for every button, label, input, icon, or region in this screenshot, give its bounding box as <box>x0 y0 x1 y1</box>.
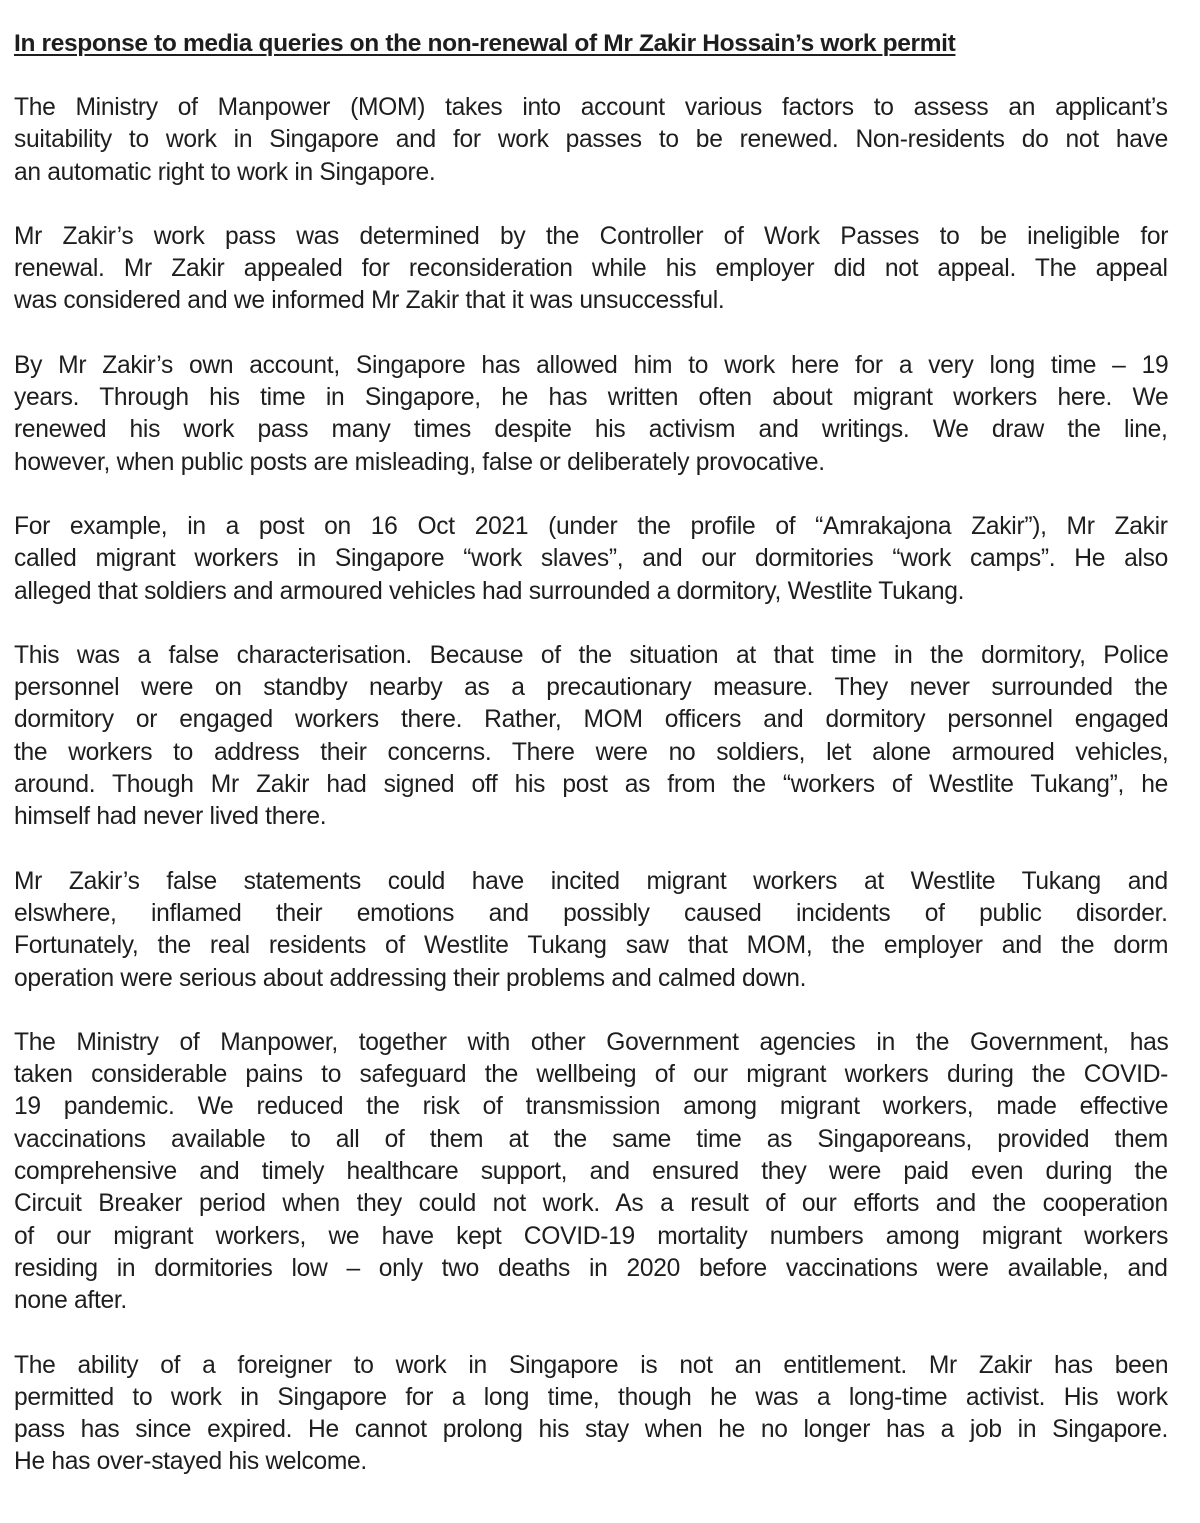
paragraph-line: vaccinations available to all of them at the same time as Singaporeans, provided them <box>14 1125 1168 1153</box>
paragraph-line: renewal. Mr Zakir appealed for reconsideration while his employer did not appeal. The appeal <box>14 255 1168 283</box>
paragraph-line: suitability to work in Singapore and for work passes to be renewed. Non-residents do not have <box>14 126 1169 154</box>
paragraph-line: pass has since expired. He cannot prolong his stay when he no longer has a job in Singapore. <box>14 1416 1169 1444</box>
statement-document <box>14 28 1168 1511</box>
paragraph-line: The ability of a foreigner to work in Singapore is not an entitlement. Mr Zakir has been <box>14 1351 1169 1379</box>
paragraph-line: himself had never lived there. <box>14 803 327 831</box>
paragraph-1 <box>14 92 1168 189</box>
paragraph-3 <box>14 350 1168 479</box>
paragraph-line: For example, in a post on 16 Oct 2021 (under the profile of “Amrakajona Zakir”), Mr Zakir <box>14 512 1168 540</box>
paragraph-line: operation were serious about addressing their problems and calmed down. <box>14 964 807 992</box>
paragraph-5 <box>14 640 1168 834</box>
paragraph-4 <box>14 511 1168 608</box>
paragraph-6 <box>14 866 1168 995</box>
paragraph-line: was considered and we informed Mr Zakir that it was unsuccessful. <box>14 287 725 315</box>
paragraph-line: residing in dormitories low – only two deaths in 2020 before vaccinations were available, and <box>14 1254 1168 1282</box>
paragraph-line: however, when public posts are misleading, false or deliberately provocative. <box>14 448 825 476</box>
paragraph-line: renewed his work pass many times despite his activism and writings. We draw the line, <box>14 416 1168 444</box>
paragraph-line: Fortunately, the real residents of Westlite Tukang saw that MOM, the employer and the dorm <box>14 932 1169 960</box>
paragraph-line: an automatic right to work in Singapore. <box>14 158 436 186</box>
paragraph-line: personnel were on standby nearby as a precautionary measure. They never surrounded the <box>14 674 1168 702</box>
paragraph-line: the workers to address their concerns. There were no soldiers, let alone armoured vehicles, <box>14 738 1169 766</box>
paragraph-line: Circuit Breaker period when they could not work. As a result of our efforts and the cooperation <box>14 1190 1168 1218</box>
paragraph-line: around. Though Mr Zakir had signed off his post as from the “workers of Westlite Tukang”, he <box>14 771 1168 799</box>
paragraph-line: Mr Zakir’s work pass was determined by the Controller of Work Passes to be ineligible for <box>14 222 1169 250</box>
paragraph-line: This was a false characterisation. Because of the situation at that time in the dormitory, Police <box>14 641 1169 669</box>
paragraph-line: taken considerable pains to safeguard the wellbeing of our migrant workers during the COVID- <box>14 1061 1169 1089</box>
document-title: In response to media queries on the non-renewal of Mr Zakir Hossain’s work permit <box>14 30 956 57</box>
paragraph-line: Mr Zakir’s false statements could have incited migrant workers at Westlite Tukang and <box>14 867 1168 895</box>
paragraph-line: alleged that soldiers and armoured vehicles had surrounded a dormitory, Westlite Tukang. <box>14 577 965 605</box>
paragraph-line: of our migrant workers, we have kept COVID-19 mortality numbers among migrant workers <box>14 1222 1169 1250</box>
paragraph-line: permitted to work in Singapore for a long time, though he was a long-time activist. His work <box>14 1383 1168 1411</box>
paragraph-line: 19 pandemic. We reduced the risk of transmission among migrant workers, made effective <box>14 1093 1169 1121</box>
paragraph-line: none after. <box>14 1287 127 1315</box>
paragraph-8 <box>14 1350 1168 1479</box>
paragraph-line: dormitory or engaged workers there. Rather, MOM officers and dormitory personnel engaged <box>14 706 1169 734</box>
paragraph-line: elswhere, inflamed their emotions and possibly caused incidents of public disorder. <box>14 899 1168 927</box>
paragraph-line: years. Through his time in Singapore, he has written often about migrant workers here. We <box>14 384 1169 412</box>
paragraph-line: called migrant workers in Singapore “work slaves”, and our dormitories “work camps”. He also <box>14 545 1169 573</box>
paragraph-2 <box>14 221 1168 318</box>
paragraph-line: He has over-stayed his welcome. <box>14 1448 367 1476</box>
paragraph-7 <box>14 1027 1168 1318</box>
paragraph-line: By Mr Zakir’s own account, Singapore has allowed him to work here for a very long time – 19 <box>14 351 1169 379</box>
document-body <box>14 92 1168 1479</box>
paragraph-line: comprehensive and timely healthcare support, and ensured they were paid even during the <box>14 1158 1168 1186</box>
paragraph-line: The Ministry of Manpower (MOM) takes into account various factors to assess an applicant’s <box>14 94 1168 121</box>
paragraph-line: The Ministry of Manpower, together with other Government agencies in the Government, has <box>14 1028 1169 1056</box>
